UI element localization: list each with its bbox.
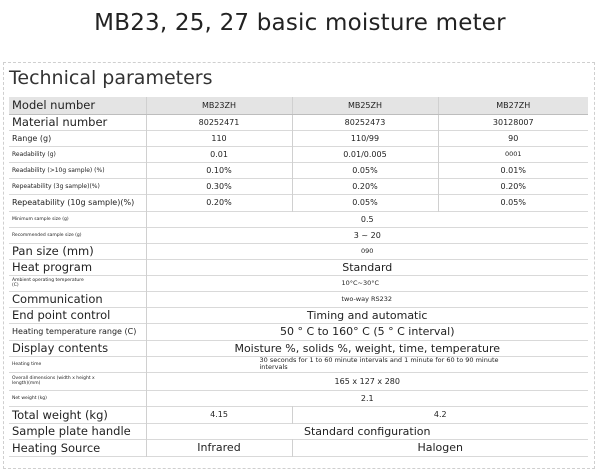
cell-all-models: 50 ° C to 160° C (5 ° C interval): [279, 325, 455, 338]
parameters-table: [9, 97, 588, 457]
table-row: [9, 372, 588, 390]
row-label-line: Ambient operating temperature: [12, 277, 84, 283]
cell-mb27: 0001: [504, 150, 522, 158]
cell-mb23: 80252471: [146, 114, 292, 130]
row-label: Recommended sample size (g): [9, 227, 146, 243]
header-mb23: MB23ZH: [146, 97, 292, 114]
header-mb27: MB27ZH: [438, 97, 588, 114]
cell-all-models: 0.5: [360, 214, 374, 224]
cell-mb23: 0.10%: [146, 162, 292, 178]
header-label: Model number: [9, 97, 146, 114]
table-row: [9, 130, 588, 146]
cell-mb25: 0.05%: [292, 162, 438, 178]
table-row: [9, 406, 588, 423]
table-row: [9, 423, 588, 439]
cell-mb23: 0.20%: [146, 194, 292, 211]
table-row: [9, 439, 588, 456]
table-row: [9, 211, 588, 227]
cell-mb23: 0.01: [146, 146, 292, 162]
cell-all-models: 090: [361, 247, 374, 255]
cell-mb27: 90: [508, 133, 519, 143]
section-title: Technical parameters: [9, 67, 213, 89]
cell-all-models: Standard configuration: [303, 424, 431, 438]
row-label: Minimum sample size (g): [9, 211, 146, 227]
header-mb25: MB25ZH: [292, 97, 438, 114]
table-row: [9, 323, 588, 340]
table-row: [9, 178, 588, 194]
row-label: Pan size (mm): [9, 243, 146, 259]
row-label: Heating Source: [9, 439, 146, 456]
cell-mb25: 0.01/0.005: [292, 146, 438, 162]
table-row: [9, 340, 588, 356]
row-label: Range (g): [9, 130, 146, 146]
cell-mb23: 110: [146, 130, 292, 146]
row-label: Repeatability (3g sample)(%): [9, 178, 146, 194]
page-title: MB23, 25, 27 basic moisture meter: [94, 10, 506, 36]
row-label: [9, 275, 146, 291]
cell-line: intervals: [259, 363, 288, 371]
cell-all-models: Standard: [342, 260, 393, 274]
table-row: [9, 390, 588, 406]
row-label: End point control: [9, 307, 146, 323]
table-row: [9, 227, 588, 243]
row-label: Repeatability (10g sample)(%): [9, 194, 146, 211]
row-label: Communication: [9, 291, 146, 307]
row-label: Display contents: [9, 340, 146, 356]
cell-mb23: 4.15: [146, 406, 292, 423]
row-label: Net weight (kg): [9, 390, 146, 406]
row-label: Heating time: [9, 356, 146, 372]
table-row: [9, 307, 588, 323]
row-label-line: (C): [12, 283, 19, 288]
table-row: [9, 162, 588, 178]
row-label: Sample plate handle: [9, 423, 146, 439]
cell-all-models: 10°C~30°C: [341, 279, 380, 287]
cell-mb25-mb27: 4.2: [433, 410, 447, 419]
row-label: Heat program: [9, 259, 146, 275]
cell-mb25: 0.20%: [292, 178, 438, 194]
table-row: [9, 259, 588, 275]
cell-all-models: 165 x 127 x 280: [334, 376, 400, 386]
cell-mb25-mb27: Halogen: [417, 441, 464, 454]
row-label-line: Overall dimensions (width x height x: [12, 375, 95, 381]
cell-mb25: 110/99: [292, 130, 438, 146]
cell-mb27: 0.01%: [500, 165, 526, 175]
table-row: [9, 291, 588, 307]
table-row: [9, 243, 588, 259]
row-label: Heating temperature range (C): [9, 323, 146, 340]
cell-mb27: 30128007: [492, 117, 534, 127]
row-label: Material number: [9, 114, 146, 130]
row-label: Readability (g): [9, 146, 146, 162]
cell-mb25: 80252473: [292, 114, 438, 130]
table-row: [9, 275, 588, 291]
table-row: [9, 114, 588, 130]
cell-all-models: Timing and automatic: [307, 308, 428, 322]
cell-all-models: two-way RS232: [341, 295, 393, 303]
cell-all-models: 3 ~ 20: [353, 230, 381, 240]
row-label: Readability (>10g sample) (%): [9, 162, 146, 178]
table-row: [9, 146, 588, 162]
table-row: [9, 194, 588, 211]
table-header-row: [9, 97, 588, 114]
table-row: [9, 356, 588, 372]
cell-all-models: [146, 356, 588, 372]
cell-mb23: Infrared: [146, 439, 292, 456]
cell-line: 30 seconds for 1 to 60 minute intervals and 1 minute for 60 to 90 minute: [259, 356, 499, 364]
cell-mb27: 0.20%: [500, 181, 526, 191]
cell-mb23: 0.30%: [146, 178, 292, 194]
cell-all-models: 2.1: [360, 393, 374, 403]
cell-all-models: Moisture %, solids %, weight, time, temperature: [234, 341, 501, 355]
row-label: Total weight (kg): [9, 406, 146, 423]
cell-mb25: 0.05%: [292, 194, 438, 211]
row-label: [9, 372, 146, 390]
cell-mb27: 0.05%: [500, 198, 526, 207]
row-label-line: length)(mm): [12, 381, 41, 386]
